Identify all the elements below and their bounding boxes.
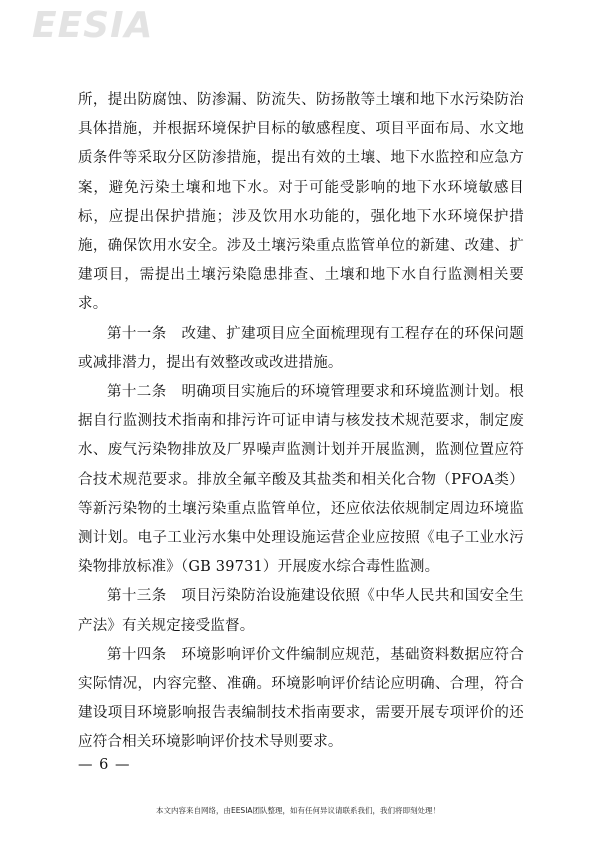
paragraph-article-13: 第十三条 项目污染防治设施建设依照《中华人民共和国安全生产法》有关规定接受监督。 xyxy=(78,588,524,634)
document-body xyxy=(78,86,524,758)
footer-disclaimer: 本文内容来自网络，由EESIA团队整理，如有任何异议请联系我们，我们将即刻处理！ xyxy=(155,806,441,815)
paragraph-continuation: 所，提出防腐蚀、防渗漏、防流失、防扬散等土壤和地下水污染防治具体措施，并根据环境保护目标的敏感程度、项目平面布局、水文地质条件等采取分区防渗措施，提出有效的土壤、地下水监控和应急方案，避免污染土壤和地下水。对于可能受影响的地下水环境敏感目标，应提出保护措施；涉及饮用水功能的，强化地下水环境保护措施，确保饮用水安全。涉及土壤污染重点监管单位的新建、改建、扩建项目，需提出土壤污染隐患排查、土壤和地下水自行监测相关要求。 xyxy=(78,92,524,313)
paragraph-article-12: 第十二条 明确项目实施后的环境管理要求和环境监测计划。根据自行监测技术指南和排污许可证申请与核发技术规范要求，制定废水、废气污染物排放及厂界噪声监测计划并开展监测，监测位置应符合技术规范要求。排放全氟辛酸及其盐类和相关化合物（PFOA类）等新污染物的土壤污染重点监管单位，还应依法依规制定周边环境监测计划。电子工业污水集中处理设施运营企业应按照《电子工业水污染物排放标准》（GB 39731）开展废水综合毒性监测。 xyxy=(78,384,524,576)
paragraph-article-14: 第十四条 环境影响评价文件编制应规范，基础资料数据应符合实际情况，内容完整、准确。环境影响评价结论应明确、合理，符合建设项目环境影响报告表编制技术指南要求，需要开展专项评价的还应符合相关环境影响评价技术导则要求。 xyxy=(78,646,524,751)
page-number: — 6 — xyxy=(78,757,131,773)
paragraph-article-11: 第十一条 改建、扩建项目应全面梳理现有工程存在的环保问题或减排潜力，提出有效整改或改进措施。 xyxy=(78,325,524,371)
eesia-logo: EESIA xyxy=(32,5,154,46)
